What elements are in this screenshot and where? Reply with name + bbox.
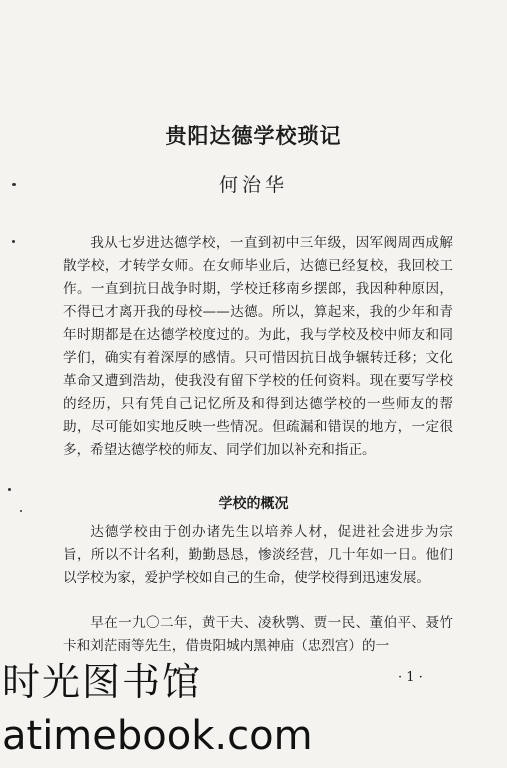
section-paragraph-2: 早在一九〇二年，黄干夫、凌秋鹗、贾一民、董伯平、聂竹卡和刘茫雨等先生，借贵阳城内黑神庙（忠烈宫）的一 bbox=[63, 615, 453, 654]
section-heading: 学校的概况 bbox=[218, 496, 289, 512]
scan-speck bbox=[12, 183, 16, 186]
scan-speck bbox=[12, 240, 15, 243]
scan-speck bbox=[20, 510, 22, 512]
section-paragraph-1: 达德学校由于创办诸先生以培养人材，促进社会进步为宗旨，所以不计名利，勤勤恳恳，惨淡经营，几十年如一日。他们以学校为家，爱护学校如自己的生命，使学校得到迅速发展。 bbox=[63, 524, 453, 586]
watermark-name: 时光图书馆 bbox=[2, 660, 203, 704]
article-title: 贵阳达德学校琐记 bbox=[165, 123, 342, 148]
intro-paragraph: 我从七岁进达德学校，一直到初中三年级，因军阀周西成解散学校，才转学女师。在女师毕业后，达德已经复校，我回校工作。一直到抗日战争时期，学校迁移南乡摆郎，我因种种原因，不得已才离开我的母校——达德。所以，算起来，我的少年和青年时期都是在达德学校度过的。为此，我与学校及校中师友和同学们，确实有着深厚的感情。只可惜因抗日战争辗转迁移；文化革命又遭到浩劫，使我没有留下学校的任何资料。现在要写学校的经历，只有凭自己记忆所及和得到达德学校的一些师友的帮助，尽可能如实地反映一些情况。但疏漏和错误的地方，一定很多，希望达德学校的师友、同学们加以补充和指正。 bbox=[63, 235, 453, 458]
page-number: · 1 · bbox=[398, 670, 423, 685]
article-author: 何治华 bbox=[218, 174, 288, 196]
scan-speck bbox=[8, 488, 11, 491]
watermark-url[interactable]: atimebook.com bbox=[2, 713, 313, 759]
